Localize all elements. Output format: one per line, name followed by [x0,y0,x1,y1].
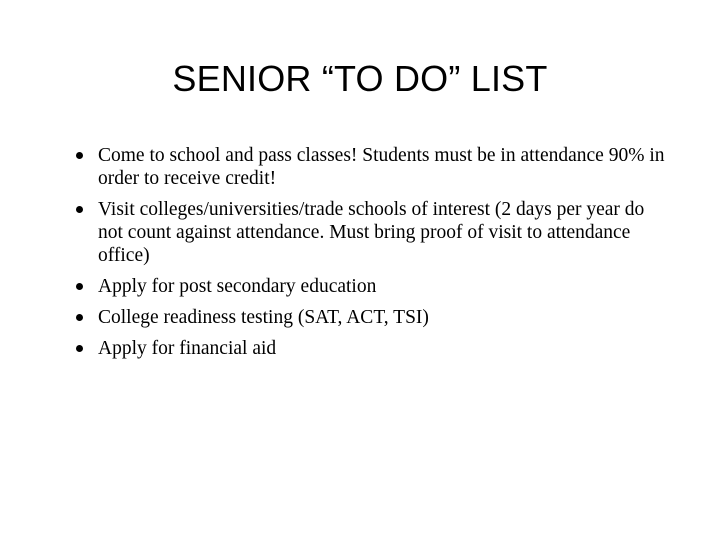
list-item-text: Visit colleges/universities/trade schools of interest (2 days per year do not count against attendance. Must bring proof of visit to attendance office) [98,199,645,266]
bullet-icon [76,152,83,159]
list-item-text: Apply for post secondary education [98,276,377,297]
list-item [72,337,672,360]
bullet-icon [76,314,83,321]
list-item [72,306,672,329]
slide-title: SENIOR “TO DO” LIST [172,58,548,99]
todo-list [72,144,672,368]
list-item [72,144,672,190]
bullet-icon [76,206,83,213]
list-item-text: Come to school and pass classes! Students must be in attendance 90% in order to receive credit! [98,145,665,189]
list-item-text: College readiness testing (SAT, ACT, TSI) [98,307,429,328]
bullet-icon [76,345,83,352]
list-item-text: Apply for financial aid [98,338,277,359]
list-item [72,275,672,298]
list-item [72,198,672,267]
bullet-icon [76,283,83,290]
